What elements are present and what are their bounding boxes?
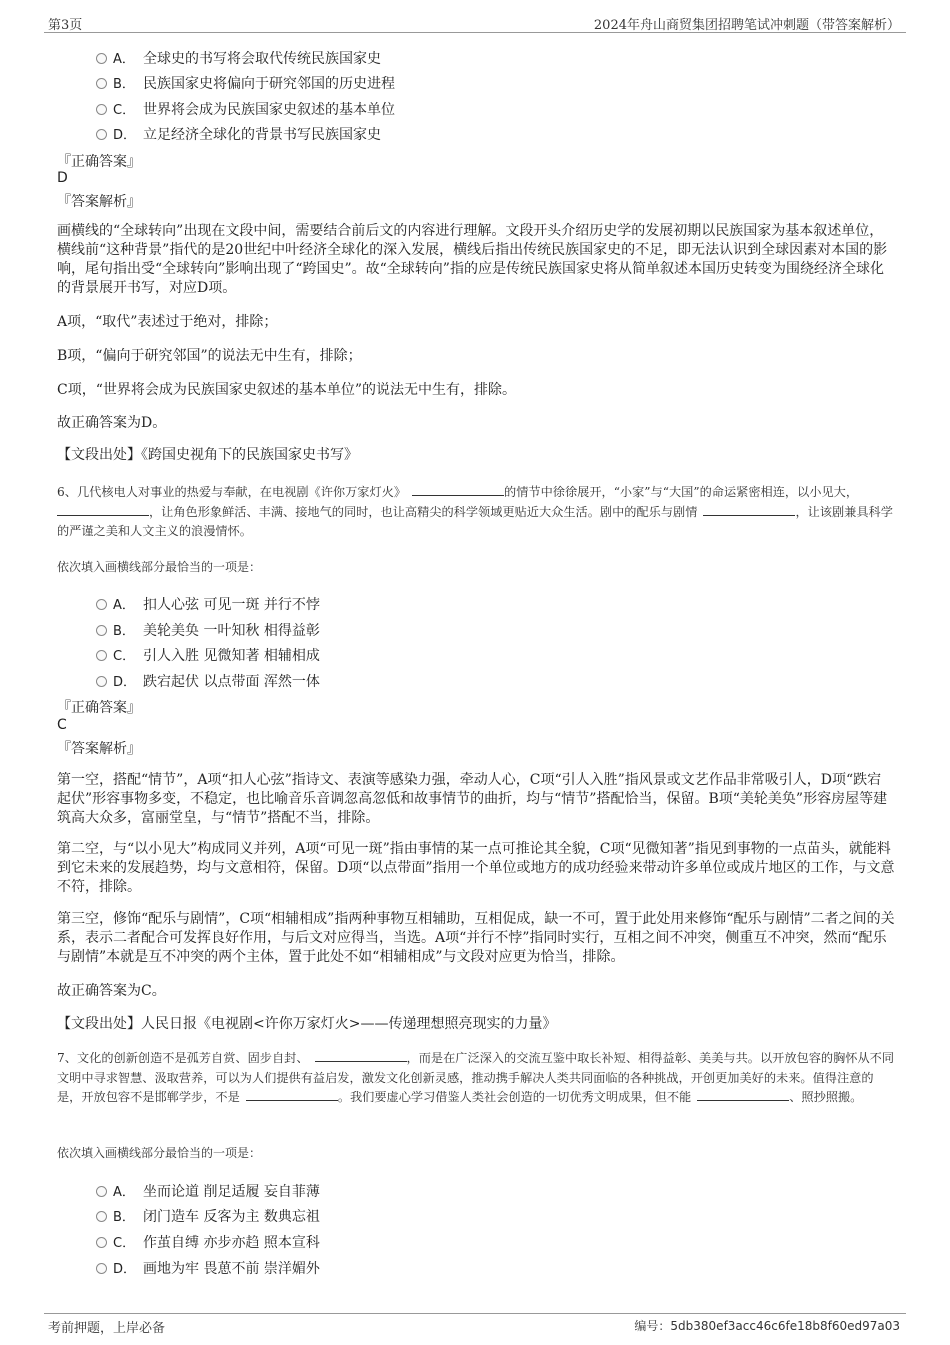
- blank-line: [697, 1088, 789, 1101]
- q5-answer: D: [57, 170, 68, 186]
- radio-icon[interactable]: [96, 53, 107, 64]
- radio-icon[interactable]: [96, 78, 107, 89]
- page-header: [44, 12, 906, 33]
- q5-analysis-paragraph: A项，“取代”表述过于绝对，排除；: [57, 314, 278, 330]
- radio-icon[interactable]: [96, 104, 107, 115]
- document-title: 2024年舟山商贸集团招聘笔试冲刺题（带答案解析）: [593, 18, 900, 33]
- q6-option-d[interactable]: D． 跌宕起伏 以点带面 浑然一体: [96, 671, 320, 691]
- q7-stem: 7、文化的创新创造不是孤芳自赏、固步自封、 ，而是在广泛深入的交流互鉴中取长补短、相得益彰、美美与共。以开放包容的胸怀从不同文明中寻求智慧、汲取营养，可以为人们提供有益启发，激发文化创新灵感，推动携手解决人类共同面临的各种挑战，开创更加美好的未来。值得注意的是，开放包容不是邯郸学步，不是 。我们要虚心学习借鉴人类社会创造的一切优秀文明成果，但不能 、照抄照搬。: [57, 1051, 895, 1104]
- q7-option-c[interactable]: C． 作茧自缚 亦步亦趋 照本宣科: [96, 1232, 320, 1252]
- blank-line: [57, 503, 149, 516]
- blank-line: [703, 503, 795, 516]
- page-number: 第3页: [48, 18, 83, 33]
- q5-source: 【文段出处】《跨国史视角下的民族国家史书写》: [57, 447, 358, 463]
- q6-analysis-paragraph: 第三空，修饰“配乐与剧情”，C项“相辅相成”指两种事物互相辅助，互相促成，缺一不可，置于此处用来修饰“配乐与剧情”二者之间的关系，表示二者配合可发挥良好作用，与后文对应得当，当选。A项“并行不悖”指同时实行，互相之间不冲突，侧重互不冲突，然而“配乐与剧情”本就是互不冲突的两个主体，置于此处不如“相辅相成”与文段对应更为恰当，排除。: [57, 911, 895, 965]
- q6-analysis-label: 『答案解析』: [57, 741, 141, 757]
- blank-line: [315, 1049, 407, 1062]
- footer-slogan: 考前押题，上岸必备: [48, 1321, 166, 1336]
- radio-icon[interactable]: [96, 650, 107, 661]
- q6-hint: 依次填入画横线部分最恰当的一项是：: [57, 560, 262, 574]
- q5-analysis-label: 『答案解析』: [57, 194, 141, 210]
- q6-option-c[interactable]: C． 引人入胜 见微知著 相辅相成: [96, 645, 320, 665]
- q5-analysis-paragraph: B项，“偏向于研究邻国”的说法无中生有，排除；: [57, 348, 362, 364]
- q7-hint: 依次填入画横线部分最恰当的一项是：: [57, 1146, 262, 1160]
- q7-option-a[interactable]: A． 坐而论道 削足适履 妄自菲薄: [96, 1181, 320, 1201]
- radio-icon[interactable]: [96, 676, 107, 687]
- q6-analysis-paragraph: 故正确答案为C。: [57, 983, 166, 999]
- radio-icon[interactable]: [96, 129, 107, 140]
- q6-analysis-paragraph: 第二空，与“以小见大”构成同义并列，A项“可见一斑”指由事情的某一点可推论其全貌，C项“见微知著”指见到事物的一点苗头，就能料到它未来的发展趋势，均与文意相符，保留。D项“以点带面”指用一个单位或地方的成功经验来带动许多单位或成片地区的工作，与文意不符，排除。: [57, 841, 895, 895]
- q6-option-b[interactable]: B． 美轮美奂 一叶知秋 相得益彰: [96, 620, 320, 640]
- q6-option-a[interactable]: A． 扣人心弦 可见一斑 并行不悖: [96, 594, 320, 614]
- q6-stem: 6、几代核电人对事业的热爱与奉献，在电视剧《许你万家灯火》 的情节中徐徐展开，“小家”与“大国”的命运紧密相连，以小见大，，让角色形象鲜活、丰满、接地气的同时，也让高精尖的科学领域更贴近大众生活。剧中的配乐与剧情 ，让该剧兼具科学的严谨之美和人文主义的浪漫情怀。: [57, 485, 893, 538]
- radio-icon[interactable]: [96, 1263, 107, 1274]
- radio-icon[interactable]: [96, 625, 107, 636]
- q5-option-d[interactable]: D． 立足经济全球化的背景书写民族国家史: [96, 124, 381, 144]
- q5-analysis-paragraph: 故正确答案为D。: [57, 415, 167, 431]
- page-footer: [44, 1313, 906, 1334]
- radio-icon[interactable]: [96, 1211, 107, 1222]
- q7-option-d[interactable]: D． 画地为牢 畏葸不前 崇洋媚外: [96, 1258, 320, 1278]
- radio-icon[interactable]: [96, 599, 107, 610]
- radio-icon[interactable]: [96, 1237, 107, 1248]
- q5-analysis-paragraph: C项，“世界将会成为民族国家史叙述的基本单位”的说法无中生有，排除。: [57, 382, 517, 398]
- q5-option-c[interactable]: C． 世界将会成为民族国家史叙述的基本单位: [96, 99, 395, 119]
- q5-analysis-paragraph: 画横线的“全球转向”出现在文段中间，需要结合前后文的内容进行理解。文段开头介绍历史学的发展初期以民族国家为基本叙述单位，横线前“这种背景”指代的是20世纪中叶经济全球化的深入发展，横线后指出传统民族国家史的不足，即无法认识到全球因素对本国的影响，尾句指出受“全球转向”影响出现了“跨国史”。故“全球转向”指的应是传统民族国家史将从简单叙述本国历史转变为围绕经济全球化的背景展开书写，对应D项。: [57, 223, 888, 296]
- q5-option-b[interactable]: B． 民族国家史将偏向于研究邻国的历史进程: [96, 73, 395, 93]
- blank-line: [246, 1088, 338, 1101]
- document-id: 编号：5db380ef3acc46c6fe18b8f60ed97a03: [634, 1319, 900, 1333]
- blank-line: [412, 483, 504, 496]
- q6-analysis-paragraph: 第一空，搭配“情节”，A项“扣人心弦”指诗文、表演等感染力强，牵动人心，C项“引人入胜”指风景或文艺作品非常吸引人，D项“跌宕起伏”形容事物多变，不稳定，也比喻音乐音调忽高忽低和故事情节的曲折，均与“情节”搭配恰当，保留。B项“美轮美奂”形容房屋等建筑高大众多，富丽堂皇，与“情节”搭配不当，排除。: [57, 772, 888, 826]
- q6-answer-label: 『正确答案』: [57, 700, 141, 716]
- q7-option-b[interactable]: B． 闭门造车 反客为主 数典忘祖: [96, 1206, 320, 1226]
- q6-source: 【文段出处】人民日报《电视剧<许你万家灯火>——传递理想照亮现实的力量》: [57, 1016, 557, 1032]
- q5-option-a[interactable]: A． 全球史的书写将会取代传统民族国家史: [96, 48, 381, 68]
- q6-answer: C: [57, 717, 67, 733]
- radio-icon[interactable]: [96, 1186, 107, 1197]
- q5-answer-label: 『正确答案』: [57, 154, 141, 170]
